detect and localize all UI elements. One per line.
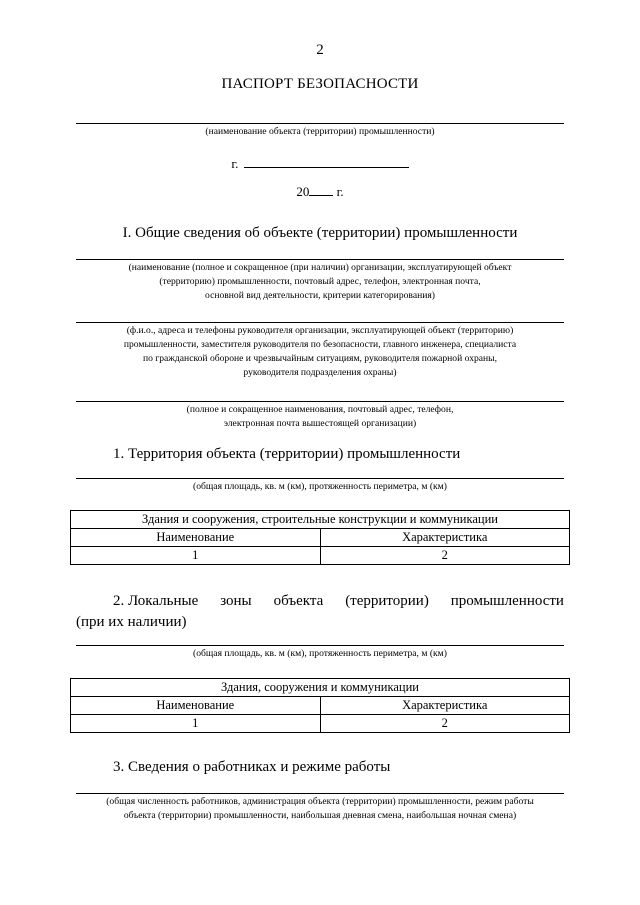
local-zones-heading: 2. Локальные зоны объекта (территории) промышленности (при их наличии)	[76, 593, 564, 630]
column-name-header: Наименование	[71, 529, 321, 547]
table-number-row	[71, 715, 570, 733]
workers-line	[76, 793, 564, 794]
city-line	[0, 154, 640, 172]
object-name-caption: (наименование объекта (территории) промышленности)	[205, 126, 435, 137]
document-title: ПАСПОРТ БЕЗОПАСНОСТИ	[221, 76, 419, 92]
workers-caption: (общая численность работников, администрация объекта (территории) промышленности, режим работы объекта (территории) промышленности, наибольшая дневная смена, наибольшая ночная смена)	[106, 796, 534, 821]
year-suffix: г.	[336, 184, 344, 199]
column-number-2: 2	[320, 547, 570, 565]
workers-heading: 3. Сведения о работниках и режиме работы	[113, 759, 391, 775]
year-prefix: 20	[296, 184, 310, 199]
column-number-2: 2	[320, 715, 570, 733]
column-number-1: 1	[71, 547, 321, 565]
management-line	[76, 322, 564, 323]
organization-caption: (наименование (полное и сокращенное (при наличии) организации, эксплуатирующей объект (территорию) промышленности, почтовый адрес, телефон, электронная почта, основной вид деятельности, критерии категорирования)	[128, 262, 512, 301]
table-title-row	[71, 511, 570, 529]
local-zones-caption: (общая площадь, кв. м (км), протяженность периметра, м (км)	[193, 648, 447, 659]
section1-heading: I. Общие сведения об объекте (территории) промышленности	[122, 225, 518, 241]
year-blank	[309, 183, 333, 196]
column-name-header: Наименование	[71, 697, 321, 715]
column-number-1: 1	[71, 715, 321, 733]
city-prefix: г.	[231, 156, 239, 171]
page-number: 2	[316, 42, 324, 58]
territory-table	[70, 510, 570, 565]
territory-caption: (общая площадь, кв. м (км), протяженность периметра, м (км)	[193, 481, 447, 492]
local-zones-table-title: Здания, сооружения и коммуникации	[71, 679, 570, 697]
city-blank	[244, 154, 409, 168]
territory-line	[76, 478, 564, 479]
column-characteristic-header: Характеристика	[320, 697, 570, 715]
territory-heading: 1. Территория объекта (территории) промышленности	[113, 446, 461, 462]
year-line	[0, 183, 640, 200]
table-number-row	[71, 547, 570, 565]
territory-table-title: Здания и сооружения, строительные конструкции и коммуникации	[71, 511, 570, 529]
table-title-row	[71, 679, 570, 697]
table-header-row	[71, 697, 570, 715]
management-caption: (ф.и.о., адреса и телефоны руководителя организации, эксплуатирующей объект (территорию) промышленности, заместителя руководителя по безопасности, главного инженера, специалиста по гражданской обороне и чрезвычайным ситуациям, руководителя пожарной охраны, руководителя подразделения охраны)	[123, 325, 517, 378]
parent-org-caption: (полное и сокращенное наименования, почтовый адрес, телефон, электронная почта вышестоящей организации)	[186, 404, 454, 429]
parent-org-line	[76, 401, 564, 402]
table-header-row	[71, 529, 570, 547]
local-zones-table	[70, 678, 570, 733]
local-zones-line	[76, 645, 564, 646]
organization-line	[76, 259, 564, 260]
column-characteristic-header: Характеристика	[320, 529, 570, 547]
object-name-line	[76, 123, 564, 124]
